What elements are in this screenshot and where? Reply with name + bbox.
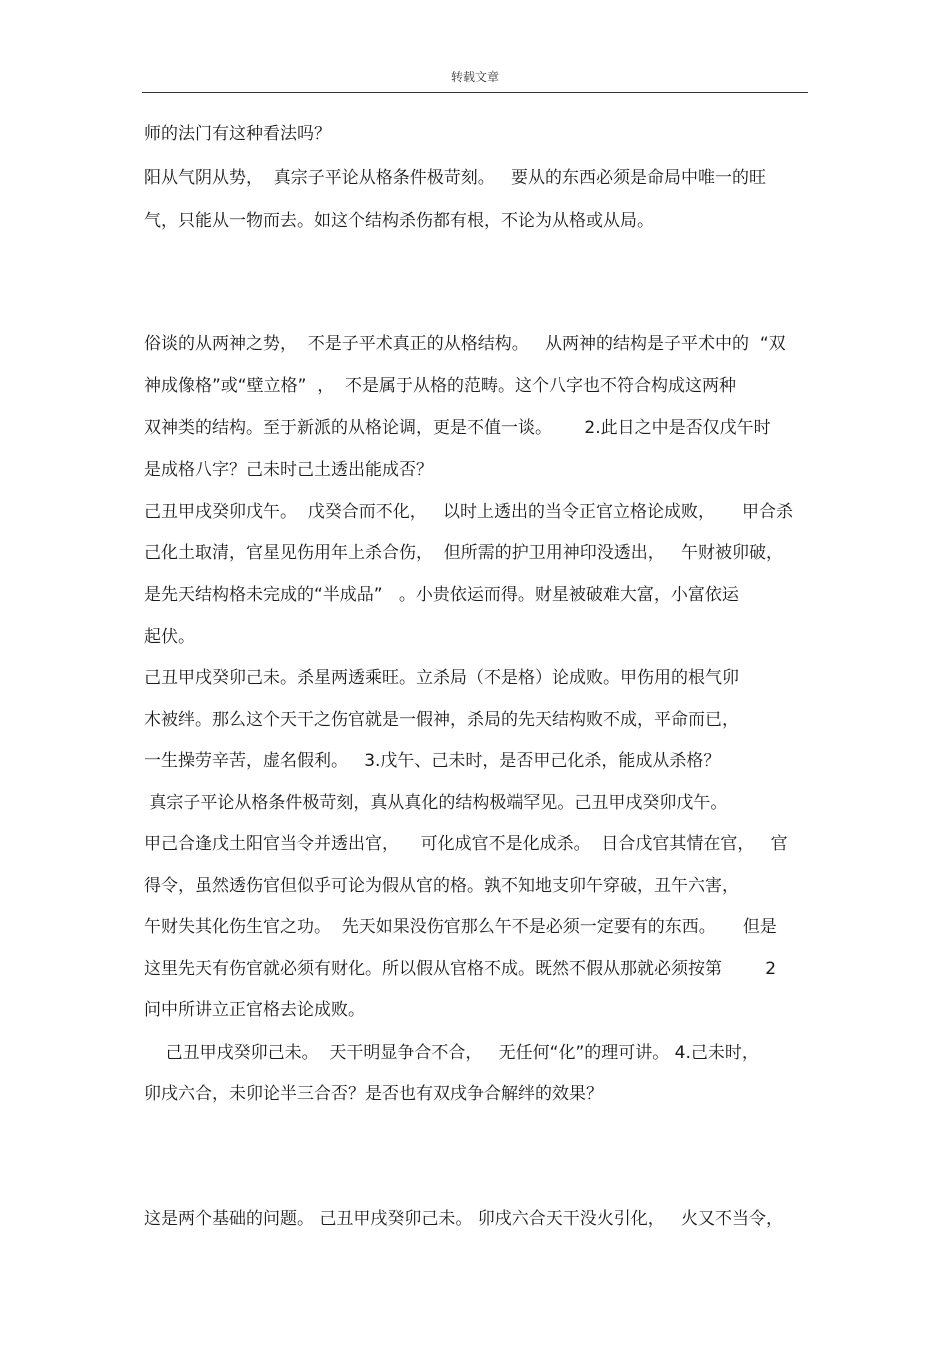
page-header [142, 64, 808, 93]
text-line: 双神类的结构。至于新派的从格论调，更是不值一谈。 2.此日之中是否仅戊午时 [144, 418, 771, 438]
text-line: 俗谈的从两神之势， 不是子平术真正的从格结构。 从两神的结构是子平术中的 “双 [144, 334, 786, 354]
text-line: 得令，虽然透伤官但似乎可论为假从官的格。孰不知地支卯午穿破，丑午六害， [144, 876, 739, 896]
text-line: 这是两个基础的问题。 己丑甲戌癸卯己未。 卯戌六合天干没火引化， 火又不当令， [144, 1209, 784, 1229]
text-line: 木被绊。那么这个天干之伤官就是一假神，杀局的先天结构败不成，平命而已， [144, 710, 739, 730]
text-line: 问中所讲立正官格去论成败。 [144, 1000, 365, 1020]
text-line: 己化土取清，官星见伤用年上杀合伤， 但所需的护卫用神印没透出， 午财被卯破， [144, 543, 784, 563]
text-line: 己丑甲戌癸卯己未。 天干明显争合不合， 无任何“化”的理可讲。 4.己未时， [144, 1043, 759, 1063]
text-line: 神成像格”或“壁立格” ， 不是属于从格的范畴。这个八字也不符合构成这两种 [144, 376, 737, 396]
text-line: 午财失其化伤生官之功。 先天如果没伤官那么午不是必须一定要有的东西。 但是 [144, 917, 777, 937]
text-line: 己丑甲戌癸卯己未。杀星两透乘旺。立杀局（不是格）论成败。甲伤用的根气卯 [144, 668, 739, 688]
text-line: 卯戌六合，未卯论半三合否？是否也有双戌争合解绊的效果？ [144, 1084, 603, 1104]
text-line: 是成格八字？己未时己土透出能成否？ [144, 460, 433, 480]
text-line: 师的法门有这种看法吗？ [144, 124, 331, 144]
text-line: 这里先天有伤官就必须有财化。所以假从官格不成。既然不假从那就必须按第 2 [144, 959, 777, 979]
text-line: 己丑甲戌癸卯戊午。 戊癸合而不化， 以时上透出的当令正官立格论成败， 甲合杀 [144, 502, 794, 522]
text-line: 一生操劳辛苦，虚名假利。 3.戊午、己未时，是否甲己化杀，能成从杀格？ [144, 751, 721, 771]
text-line: 起伏。 [144, 627, 195, 647]
text-line: 气，只能从一物而去。如这个结构杀伤都有根，不论为从格或从局。 [144, 211, 654, 231]
text-line: 真宗子平论从格条件极苛刻，真从真化的结构极端罕见。己丑甲戌癸卯戊午。 [144, 793, 728, 813]
text-line: 甲己合逢戊土阳官当令并透出官， 可化成官不是化成杀。 日合戊官其情在官， 官 [144, 834, 788, 854]
header-title: 转载文章 [450, 70, 499, 84]
text-line: 阳从气阴从势， 真宗子平论从格条件极苛刻。 要从的东西必须是命局中唯一的旺 [144, 168, 767, 188]
text-line: 是先天结构格未完成的“半成品” 。小贵依运而得。财星被破难大富，小富依运 [144, 585, 739, 605]
